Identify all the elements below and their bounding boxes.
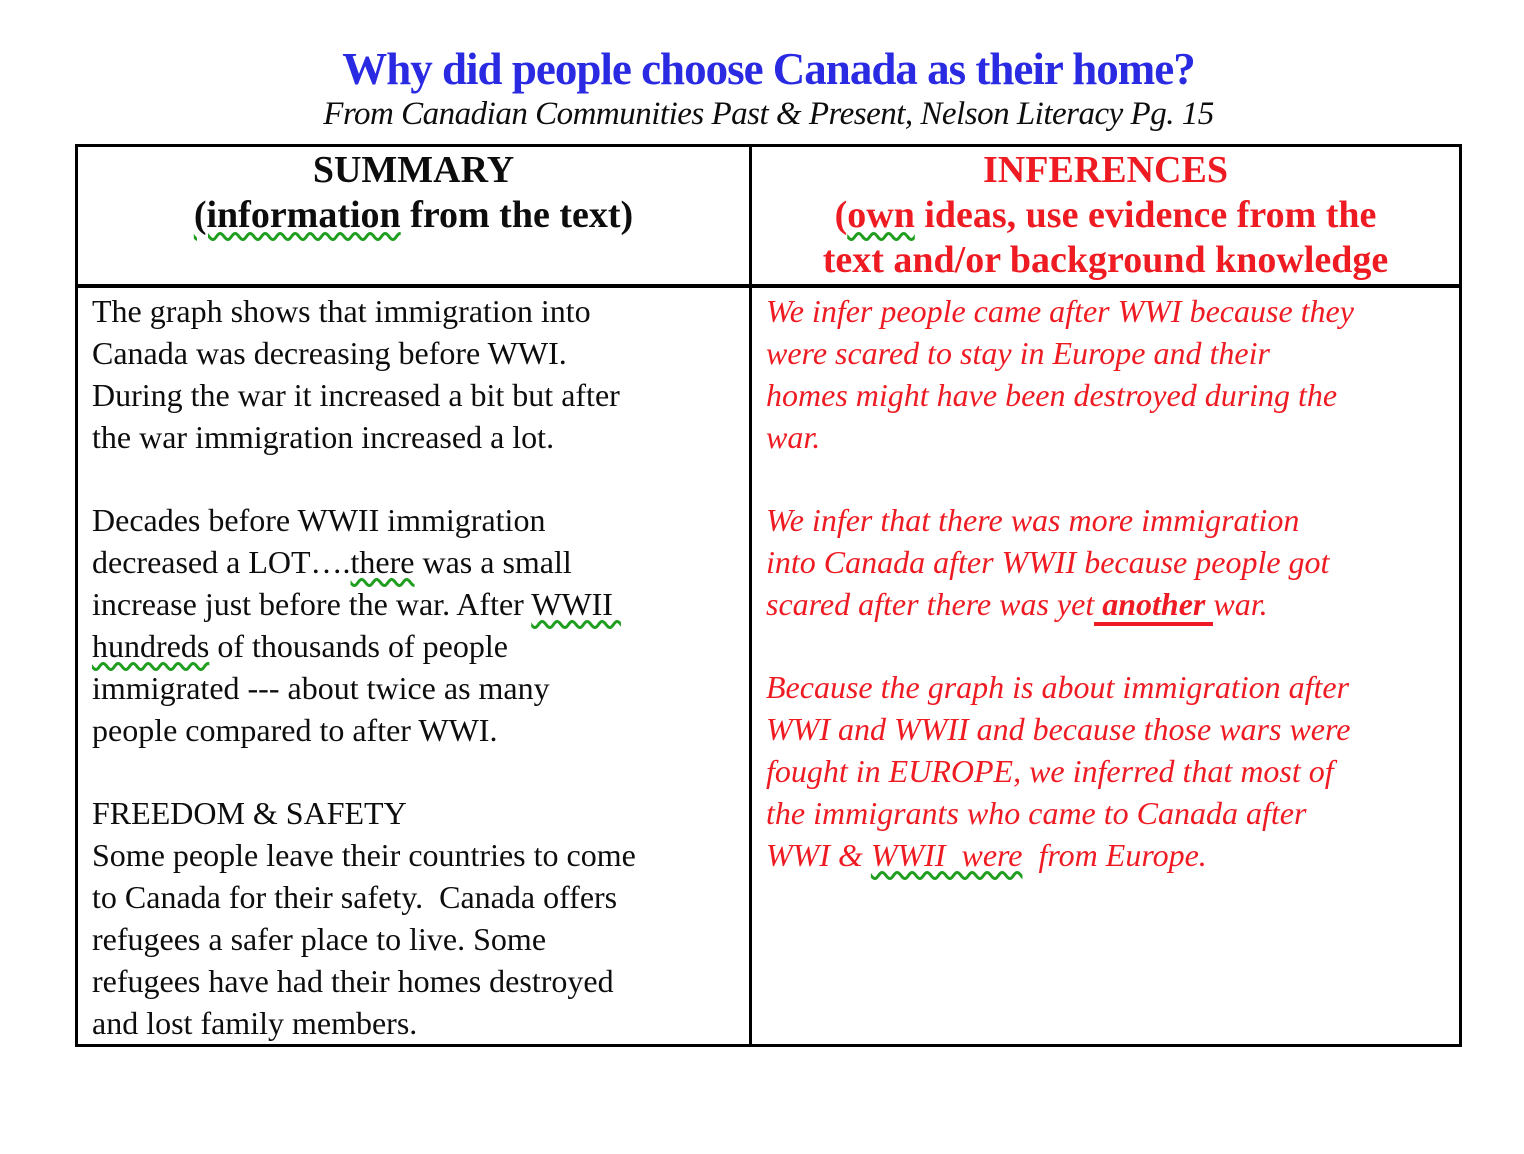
paragraph: FREEDOM & SAFETY Some people leave their countries to come to Canada for their safety. Canada offers refugees a safer place to live. Some refugees have had their homes destroyed and lost family members.	[92, 795, 636, 1041]
spellcheck-flagged-text: there	[350, 544, 415, 580]
emphasized-underlined-word: another	[1094, 586, 1213, 626]
spellcheck-flagged-text: hundreds	[92, 628, 210, 664]
paragraph: The graph shows that immigration into Canada was decreasing before WWI. During the war it increased a bit but after the war immigration increased a lot.	[92, 293, 620, 455]
paragraph: We infer people came after WWI because they were scared to stay in Europe and their homes might have been destroyed during the war.	[766, 293, 1354, 455]
inferences-body-cell	[752, 288, 1459, 1044]
spellcheck-flagged-text: own	[847, 194, 915, 236]
spellcheck-flagged-text: (information	[193, 194, 401, 236]
paragraph: Because the graph is about immigration after WWI and WWII and because those wars were fought in EUROPE, we inferred that most of the immigrants who came to Canada after WWI & WWII were from Europe.	[766, 669, 1351, 873]
summary-header-cell	[78, 147, 752, 288]
spellcheck-flagged-text: WWII were	[870, 837, 1023, 873]
paragraph: SUMMARY (information from the text)	[193, 149, 634, 236]
paragraph: We infer that there was more immigration into Canada after WWII because people got scared after there was yet another war.	[766, 499, 1447, 625]
page-subtitle: From Canadian Communities Past & Present, Nelson Literacy Pg. 15	[323, 96, 1214, 132]
paragraph: Decades before WWII immigration decreased a LOT….there was a small increase just before the war. After WWII hundreds of thousands of people immigrated --- about twice as many people compared to after WWI.	[92, 502, 621, 748]
page	[75, 0, 1462, 1047]
summary-inferences-table	[75, 144, 1462, 1047]
spellcheck-flagged-text: WWII	[531, 586, 621, 622]
paragraph: INFERENCES (own ideas, use evidence from the text and/or background knowledge	[822, 149, 1389, 281]
page-title: Why did people choose Canada as their home?	[342, 44, 1195, 94]
inferences-header-cell	[752, 147, 1459, 288]
summary-body-cell	[78, 288, 752, 1044]
